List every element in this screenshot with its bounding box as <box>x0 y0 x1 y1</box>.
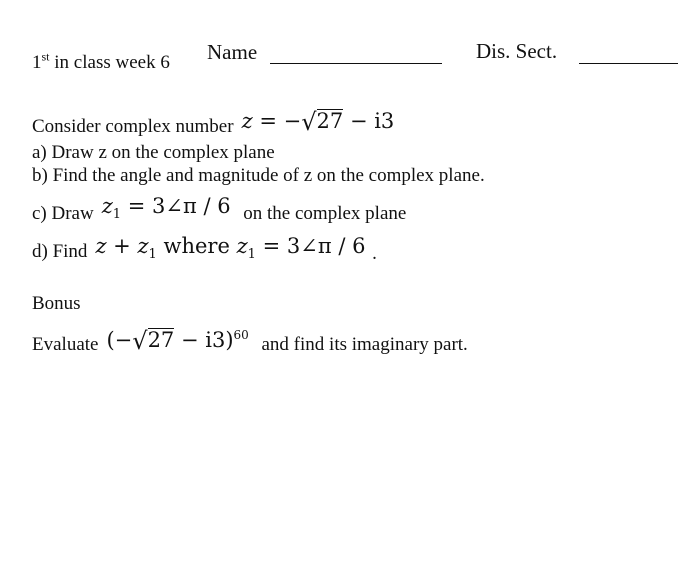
part-c-prefix: c) Draw <box>32 203 94 224</box>
bonus-radicand: 27 <box>147 328 175 352</box>
part-c-expression <box>101 194 238 223</box>
intro-expression <box>241 108 395 136</box>
intro-text: Consider complex number <box>32 116 234 137</box>
intro-tail: − i3 <box>349 109 395 133</box>
intro-eq: = − <box>259 109 302 133</box>
part-d-expression <box>95 234 372 263</box>
part-b: b) Find the angle and magnitude of z on the complex plane. <box>32 165 485 186</box>
z-symbol: z <box>241 109 253 133</box>
bonus-open: (− <box>106 328 133 352</box>
bonus-sqrt-icon: √ <box>132 327 148 355</box>
part-d <box>32 234 377 264</box>
class-week-label <box>32 49 170 74</box>
part-d-where: where <box>163 234 230 258</box>
part-c <box>32 194 407 224</box>
part-d-end: . <box>372 243 377 264</box>
part-d-prefix: d) Find <box>32 241 88 262</box>
sqrt-icon: √ <box>301 108 317 136</box>
part-c-z: z <box>101 194 113 218</box>
part-d-expr: = 3∠π / 6 <box>262 234 366 258</box>
part-d-sum-sub: 1 <box>148 247 157 263</box>
part-c-suffix: on the complex plane <box>243 203 407 224</box>
section-blank[interactable] <box>579 63 678 64</box>
bonus-line <box>32 325 468 353</box>
part-c-sub: 1 <box>112 207 122 223</box>
class-number: 1 <box>32 52 42 73</box>
intro-radicand: 27 <box>316 109 344 133</box>
bonus-exponent: 60 <box>233 328 249 342</box>
bonus-suffix: and find its imaginary part. <box>261 334 468 355</box>
bonus-close: − i3) <box>180 328 234 352</box>
name-blank[interactable] <box>270 63 442 64</box>
bonus-expression <box>106 327 255 355</box>
intro-line <box>32 110 394 138</box>
part-a: a) Draw z on the complex plane <box>32 142 275 163</box>
name-label: Name <box>207 40 258 64</box>
class-text: in class week 6 <box>54 52 170 73</box>
bonus-evaluate: Evaluate <box>32 334 99 355</box>
bonus-title: Bonus <box>32 293 81 314</box>
part-c-expr: = 3∠π / 6 <box>127 194 231 218</box>
class-ordinal: st <box>41 49 50 64</box>
part-d-z: z <box>236 234 248 258</box>
part-d-sum: z + z <box>95 234 149 258</box>
part-d-sub: 1 <box>247 247 256 263</box>
section-label: Dis. Sect. <box>476 39 558 63</box>
